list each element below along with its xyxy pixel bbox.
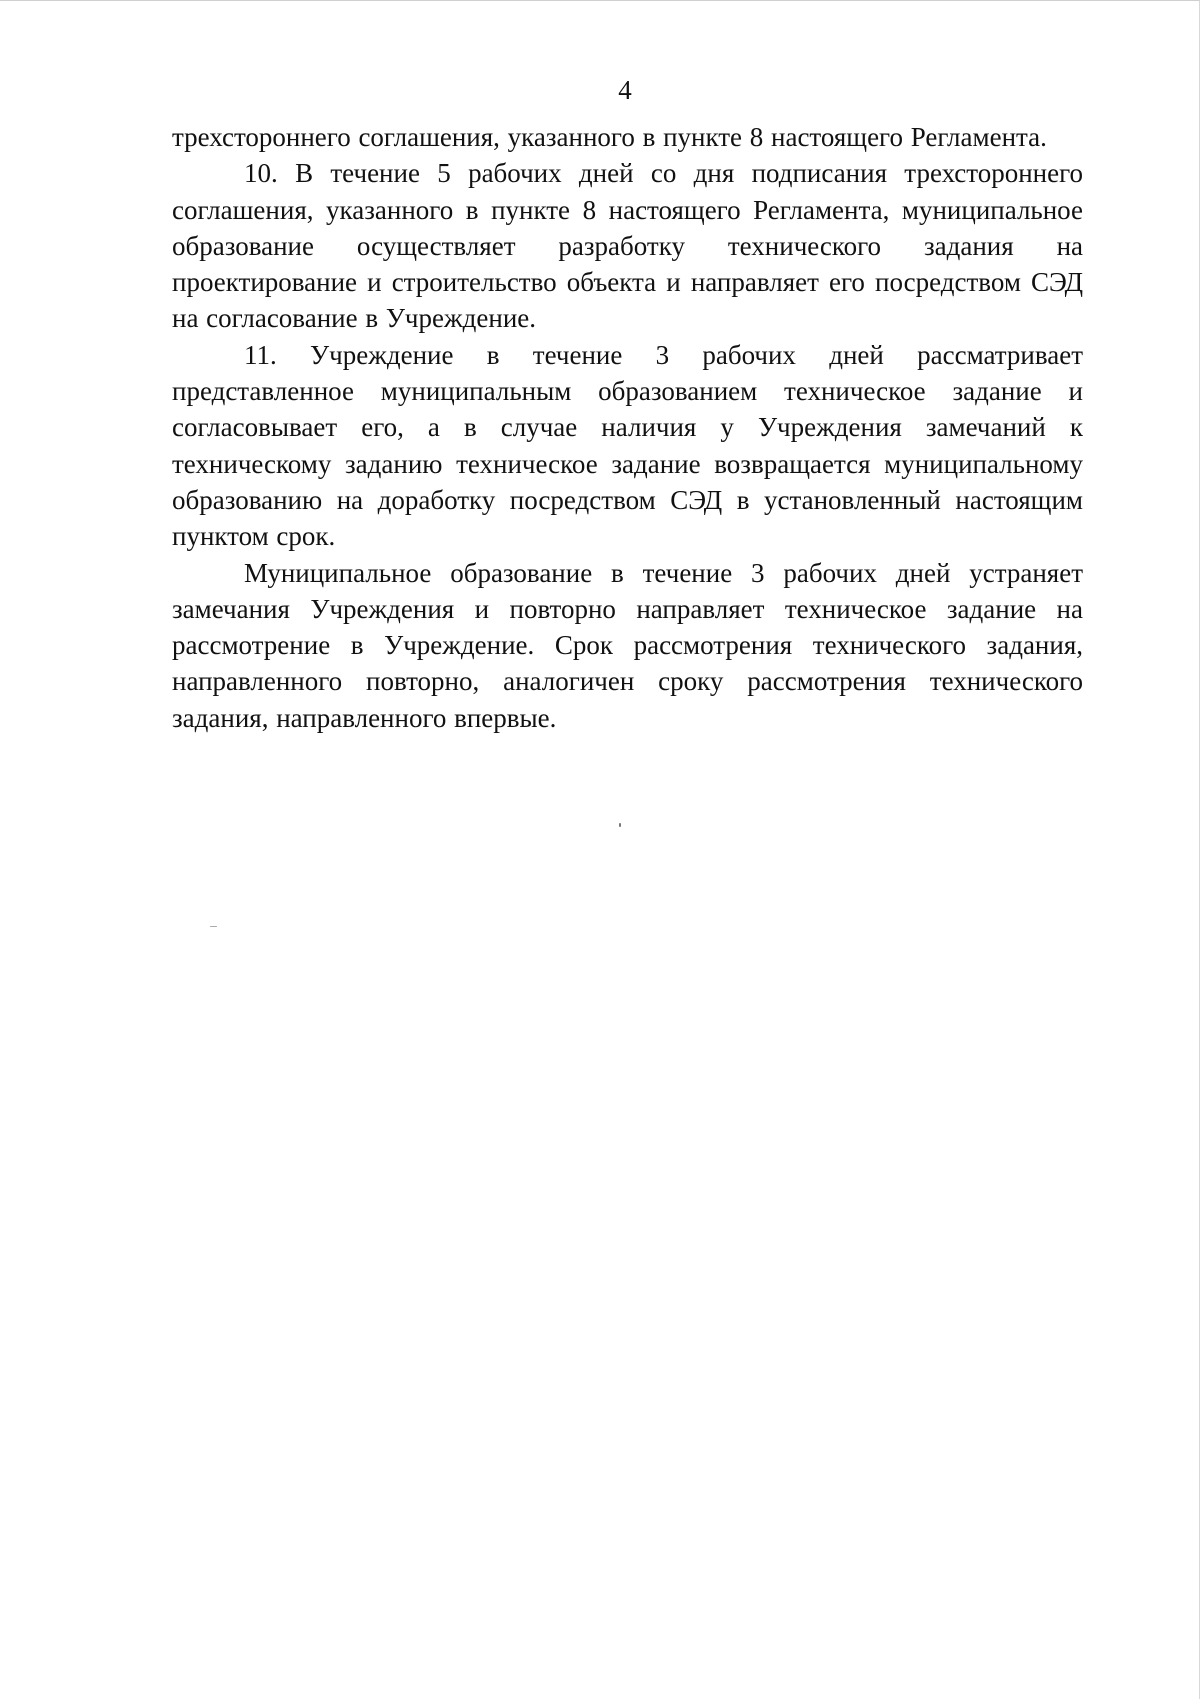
scan-speck xyxy=(619,823,621,827)
page-number: 4 xyxy=(618,75,632,105)
paragraph-item-10: 10. В течение 5 рабочих дней со дня подписания трехстороннего соглашения, указанного в пункте 8 настоящего Регламента, муниципальное образование осуществляет разработку технического задания на проектирование и строительство объекта и направляет его посредством СЭД на согласование в Учреждение. xyxy=(172,158,1083,334)
document-body xyxy=(172,119,1083,736)
scan-speck xyxy=(210,926,217,927)
paragraph-follow-up: Муниципальное образование в течение 3 рабочих дней устраняет замечания Учреждения и повторно направляет техническое задание на рассмотрение в Учреждение. Срок рассмотрения технического задания, направленного повторно, аналогичен сроку рассмотрения технического задания, направленного впервые. xyxy=(172,557,1083,733)
paragraph-item-11: 11. Учреждение в течение 3 рабочих дней рассматривает представленное муниципальным образованием техническое задание и согласовывает его, а в случае наличия у Учреждения замечаний к техническому заданию техническое задание возвращается муниципальному образованию на доработку посредством СЭД в установленный настоящим пунктом срок. xyxy=(172,339,1083,552)
paragraph-continuation: трехстороннего соглашения, указанного в пункте 8 настоящего Регламента. xyxy=(172,122,1047,152)
